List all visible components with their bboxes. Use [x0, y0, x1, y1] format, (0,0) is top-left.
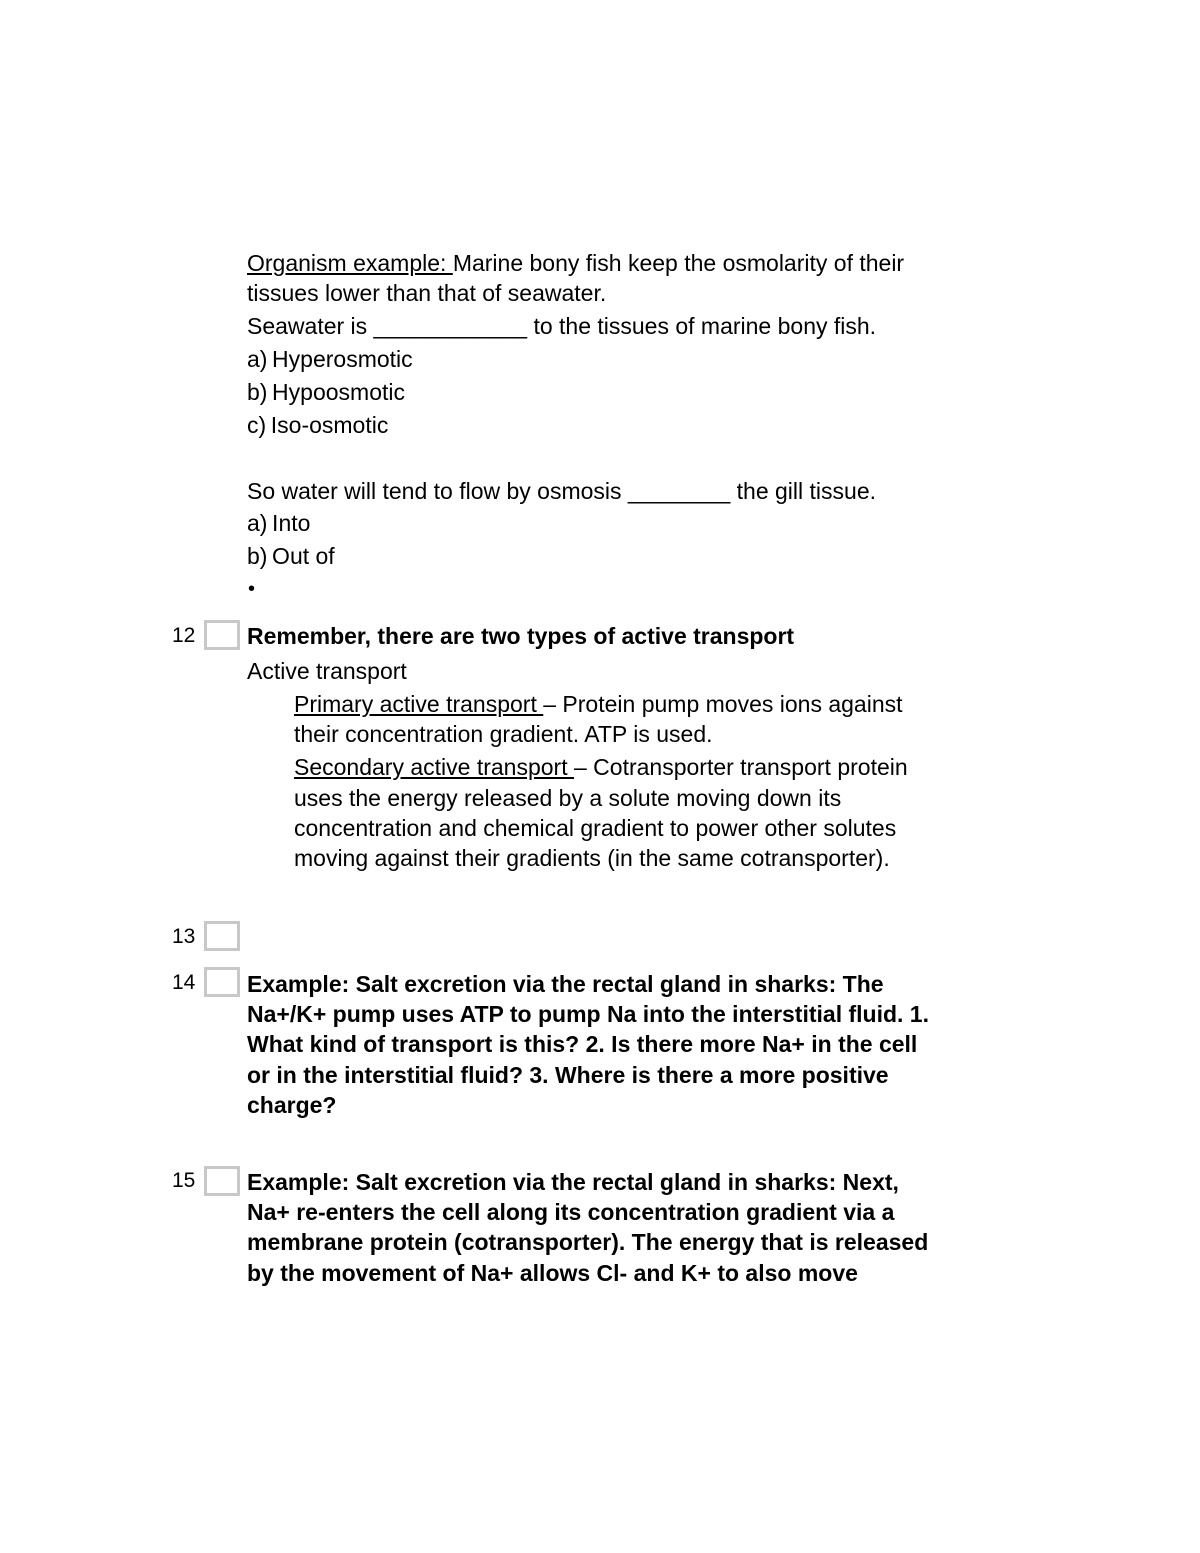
option-iso-osmotic: c) Iso-osmotic — [247, 412, 389, 438]
question-osmosis-flow: So water will tend to flow by osmosis ________ the gill tissue. — [247, 478, 876, 504]
slide-number-14: 14 — [172, 971, 196, 994]
slide-thumbnail-13[interactable] — [204, 921, 240, 951]
slide14-line3: What kind of transport is this? 2. Is there more Na+ in the cell — [247, 1031, 918, 1057]
slide-number-15: 15 — [172, 1169, 196, 1192]
slide15-line3: membrane protein (cotransporter). The energy that is released — [247, 1229, 929, 1255]
primary-transport-line1 — [294, 689, 903, 719]
slide-thumbnail-15[interactable] — [204, 1166, 240, 1196]
secondary-transport-line4: moving against their gradients (in the same cotransporter). — [294, 845, 890, 871]
primary-transport-text: – Protein pump moves ions against — [543, 691, 903, 717]
secondary-transport-line3: concentration and chemical gradient to power other solutes — [294, 815, 897, 841]
slide-thumbnail-12[interactable] — [204, 620, 240, 650]
secondary-transport-text: – Cotransporter transport protein — [573, 754, 908, 780]
slide15-line2: Na+ re-enters the cell along its concentration gradient via a — [247, 1199, 895, 1225]
question-seawater: Seawater is ____________ to the tissues of marine bony fish. — [247, 313, 877, 339]
bullet-point: • — [248, 578, 256, 600]
slide14-line2: Na+/K+ pump uses ATP to pump Na into the interstitial fluid. 1. — [247, 1001, 929, 1027]
slide-number-12: 12 — [172, 624, 196, 647]
primary-transport-line2: their concentration gradient. ATP is used. — [294, 721, 713, 747]
slide15-line1: Example: Salt excretion via the rectal gland in sharks: Next, — [247, 1169, 899, 1195]
slide12-subheading: Active transport — [247, 658, 407, 684]
organism-example-label: Organism example: — [247, 250, 453, 276]
slide14-line4: or in the interstitial fluid? 3. Where is there a more positive — [247, 1062, 889, 1088]
option-hyperosmotic: a) Hyperosmotic — [247, 346, 413, 372]
slide-thumbnail-14[interactable] — [204, 967, 240, 997]
organism-example-text: Marine bony fish keep the osmolarity of their — [452, 250, 905, 276]
slide14-line1: Example: Salt excretion via the rectal gland in sharks: The — [247, 971, 884, 997]
primary-transport-label: Primary active transport — [294, 691, 544, 717]
option-into: a) Into — [247, 510, 311, 536]
option-hypoosmotic: b) Hypoosmotic — [247, 379, 405, 405]
secondary-transport-label: Secondary active transport — [294, 754, 574, 780]
slide-number-13: 13 — [172, 925, 196, 948]
option-out-of: b) Out of — [247, 543, 335, 569]
secondary-transport-line2: uses the energy released by a solute moving down its — [294, 785, 842, 811]
organism-example-line2: tissues lower than that of seawater. — [247, 280, 607, 306]
secondary-transport-line1 — [294, 752, 908, 782]
slide14-line5: charge? — [247, 1092, 337, 1118]
slide15-line4: by the movement of Na+ allows Cl- and K+ to also move — [247, 1260, 858, 1286]
slide12-heading: Remember, there are two types of active transport — [247, 623, 795, 649]
organism-example-line — [247, 248, 904, 278]
